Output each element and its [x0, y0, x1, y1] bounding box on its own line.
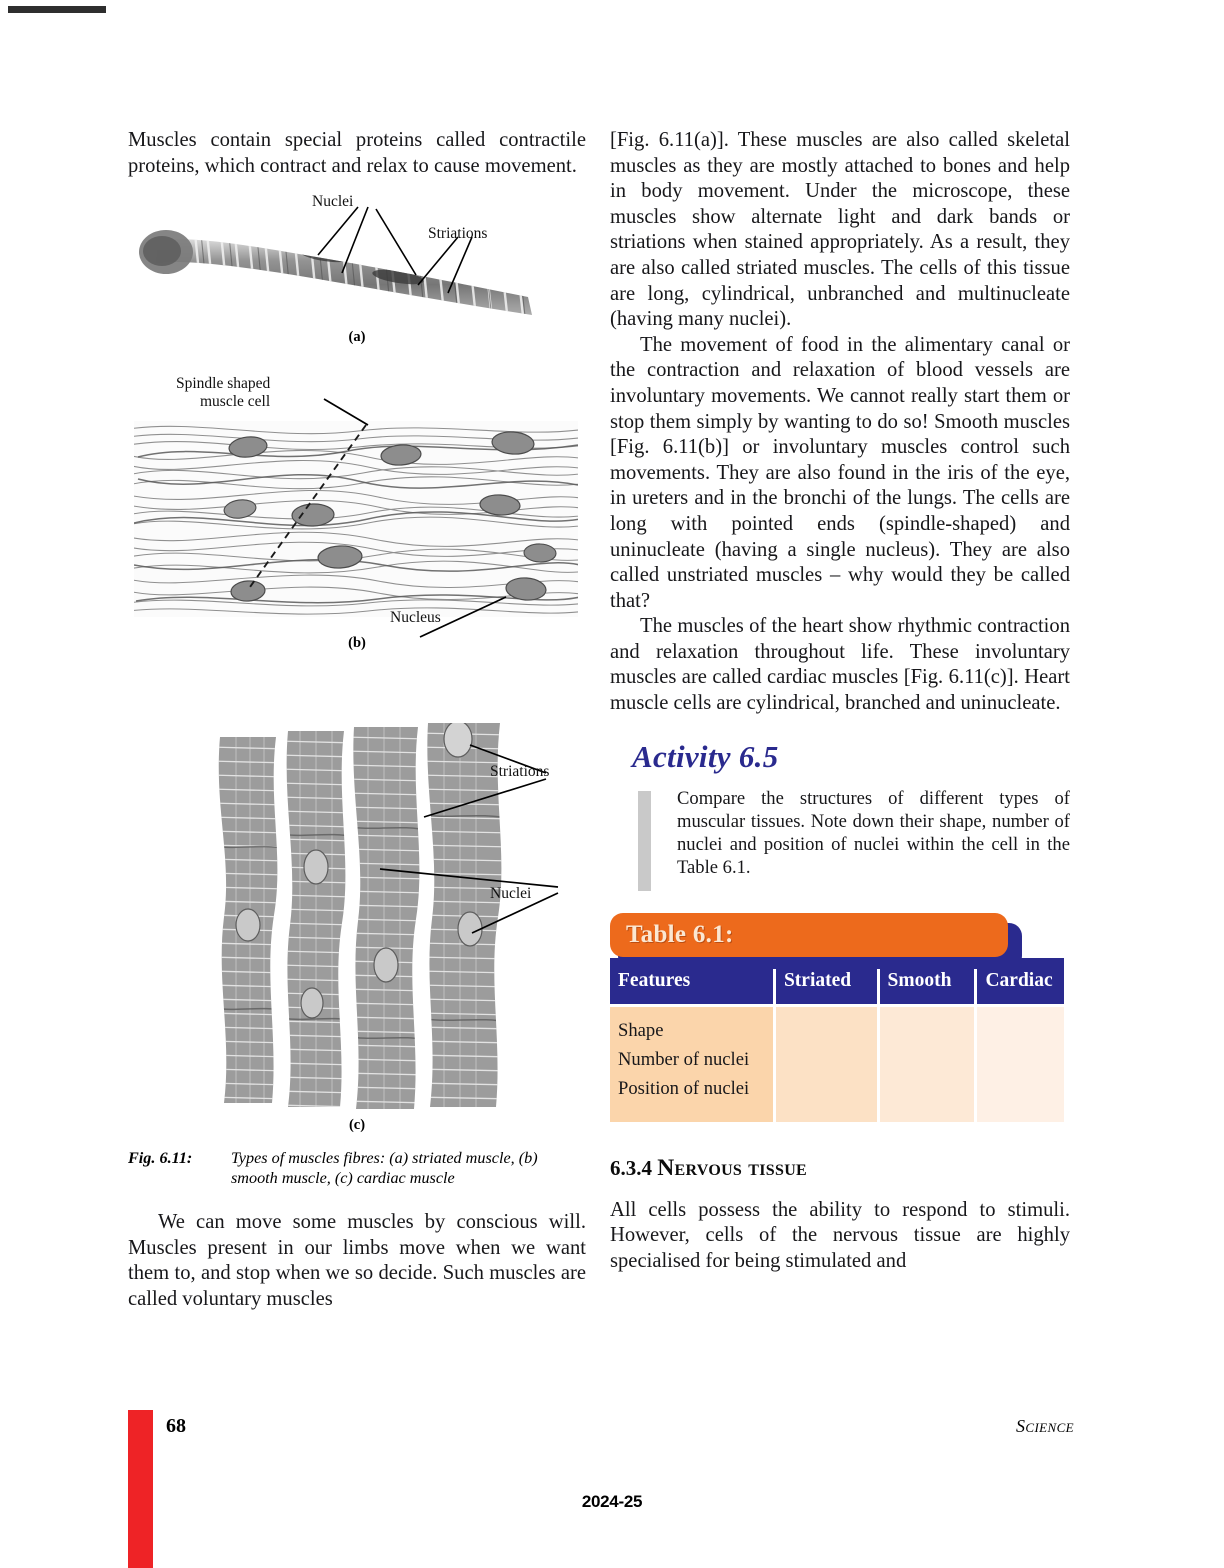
activity-box: [638, 787, 1070, 891]
table-header-row: [610, 958, 1064, 1004]
table-cell-features-list: [610, 1007, 773, 1122]
striated-muscle-illustration: [128, 193, 586, 333]
label-nuclei-a: Nuclei: [312, 193, 354, 211]
table-header-smooth: Smooth: [880, 958, 975, 1004]
table-cell-smooth[interactable]: [880, 1007, 975, 1122]
label-spindle-cell-line1: Spindle shaped: [176, 375, 271, 393]
feature-number-of-nuclei: Number of nuclei: [618, 1048, 750, 1070]
figure-letter-b: (b): [348, 635, 366, 652]
subject-name: Science: [1015, 1416, 1074, 1436]
figure-c-cardiac-muscle: [128, 717, 586, 1135]
closing-paragraph: We can move some muscles by conscious will. Muscles present in our limbs move when we want them to, and stop when we so decide. Such muscles are called voluntary muscles: [128, 1211, 586, 1310]
right-paragraph-1: [Fig. 6.11(a)]. These muscles are also called skeletal muscles as they are mostly attached to bones and help in body movement. Under the microscope, these muscles show alternate light and dark bands or striations when stained appropriately. As a result, they are also called striated muscles. The cells of this tissue are long, cylindrical, unbranched and multinucleate (having many nuclei).: [610, 129, 1070, 331]
right-paragraph-3: The muscles of the heart show rhythmic contraction and relaxation throughout life. These involuntary muscles are called cardiac muscles [Fig. 6.11(c)]. Heart muscle cells are cylindrical, branched and uninucleate.: [610, 615, 1070, 715]
figure-caption: [128, 1149, 586, 1188]
table-6-1-grid: [607, 955, 1067, 1125]
right-column: [610, 128, 1070, 1274]
spindle-leader-line: [128, 381, 586, 433]
smooth-muscle-illustration: [128, 415, 586, 645]
activity-text: Compare the structures of different types of muscular tissues. Note down their shape, number of nuclei and position of nuclei within the cell in the Table 6.1.: [677, 787, 1070, 879]
figure-caption-text: Types of muscles fibres: (a) striated muscle, (b) smooth muscle, (c) cardiac muscle: [231, 1149, 538, 1187]
figure-a-striated-muscle: [128, 193, 586, 345]
table-header-striated: Striated: [776, 958, 877, 1004]
left-column: [128, 128, 586, 1313]
figure-letter-a: (a): [348, 329, 366, 346]
section-title: Nervous tissue: [657, 1154, 808, 1181]
table-row: [610, 1007, 1064, 1122]
table-header-features: Features: [610, 958, 773, 1004]
intro-paragraph: Muscles contain special proteins called contractile proteins, which contract and relax to cause movement.: [128, 129, 586, 177]
two-column-layout: [128, 128, 1073, 1313]
section-number: 6.3.4: [610, 1155, 652, 1180]
page-number: 68: [166, 1415, 186, 1437]
right-paragraph-2: The movement of food in the alimentary canal or the contraction and relaxation of blood vessels are involuntary movements. We cannot really start them or stop them simply by wanting to do so! Smooth muscles [Fig. 6.11(b)] or involuntary muscles control such movements. They are also found in the iris of the eye, in ureters and in the bronchi of the lungs. The cells are long with pointed ends (spindle-shaped) and uninucleate (having a single nucleus). They are also called unstriated muscles – why would they be called that?: [610, 333, 1070, 612]
figure-caption-number: Fig. 6.11:: [128, 1149, 193, 1168]
section-paragraph: All cells possess the ability to respond to stimuli. However, cells of the nervous tissue are highly specialised for being stimulated and: [610, 1198, 1070, 1272]
section-heading: [610, 1155, 1070, 1182]
label-nucleus-b: Nucleus: [390, 609, 441, 627]
label-nuclei-c: Nuclei: [490, 885, 532, 903]
page-content: [128, 128, 1073, 1313]
table-6-1: [610, 913, 1070, 1125]
label-spindle-cell-line2: muscle cell: [200, 393, 271, 411]
activity-heading: Activity 6.5: [632, 738, 779, 774]
table-title-bar: [610, 913, 1008, 957]
feature-position-of-nuclei: Position of nuclei: [618, 1077, 750, 1099]
label-striations-c: Striations: [490, 763, 550, 781]
figure-letter-c: (c): [348, 1117, 366, 1134]
activity-accent-bar: [638, 791, 651, 891]
page-accent-bar: [128, 1410, 153, 1568]
table-title-text: Table 6.1:: [626, 920, 734, 948]
table-cell-striated[interactable]: [776, 1007, 877, 1122]
table-header-cardiac: Cardiac: [977, 958, 1064, 1004]
feature-shape: Shape: [618, 1019, 664, 1041]
table-cell-cardiac[interactable]: [977, 1007, 1064, 1122]
label-striations-a: Striations: [428, 225, 488, 243]
academic-year: 2024-25: [581, 1492, 643, 1511]
crop-registration-mark: [8, 6, 106, 13]
figure-b-smooth-muscle: [128, 375, 586, 653]
